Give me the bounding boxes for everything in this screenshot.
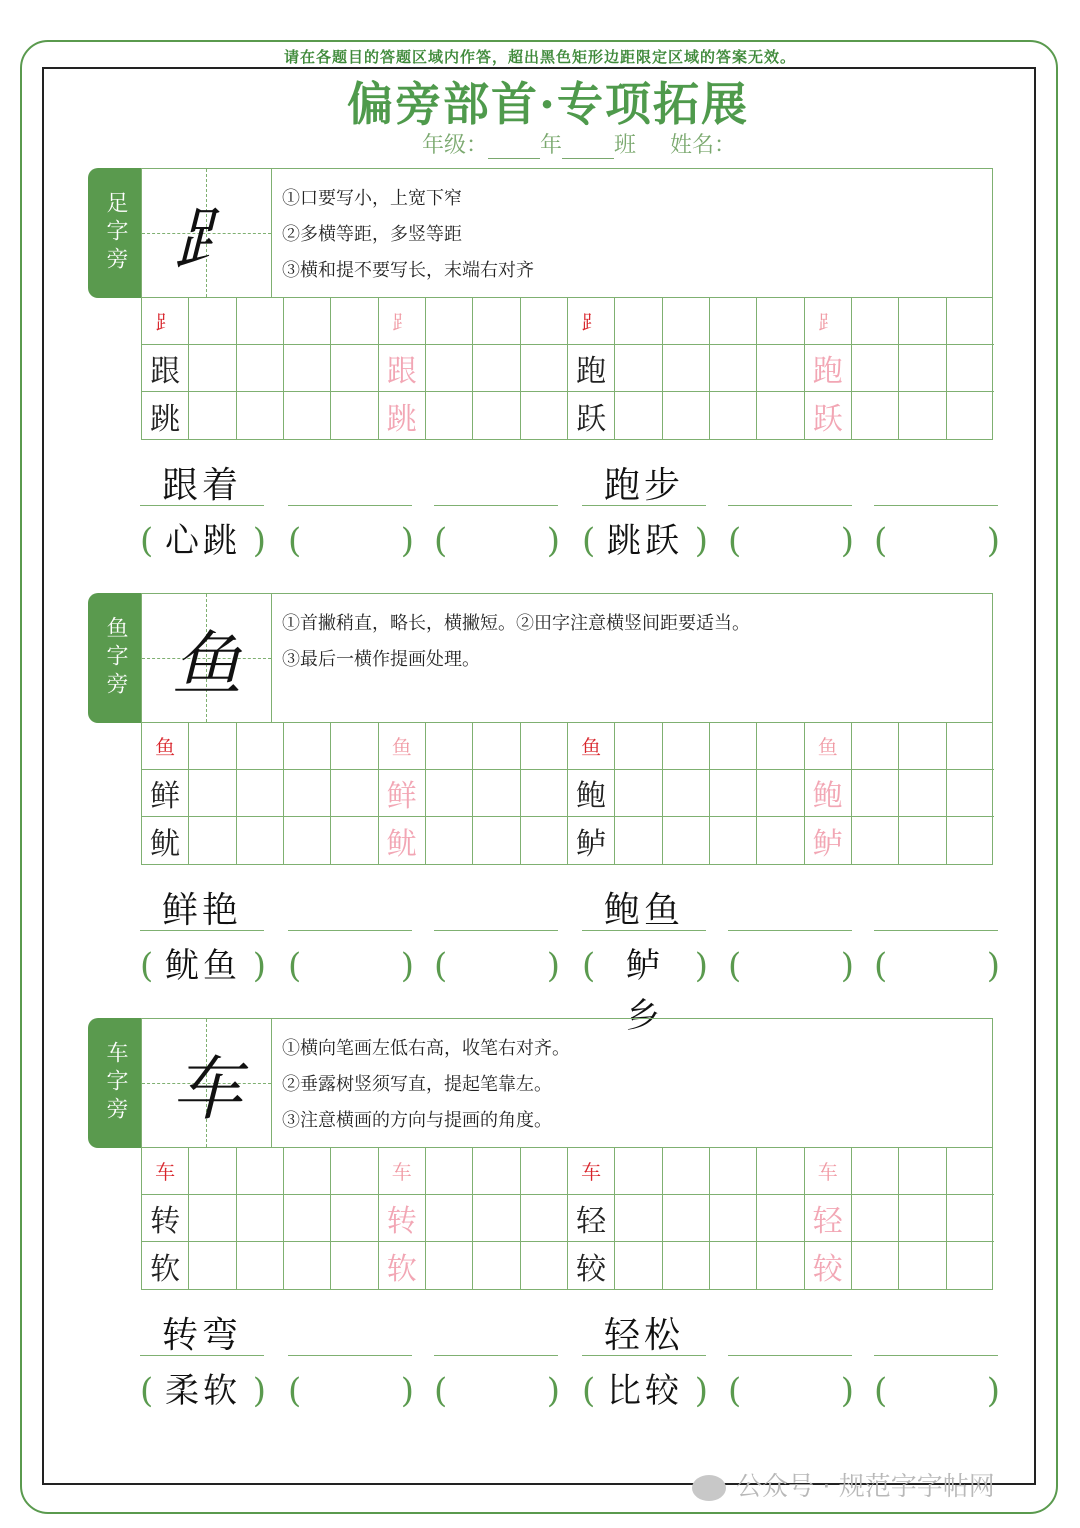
paren-row	[140, 941, 1000, 1036]
paren-text: 跳跃	[607, 521, 683, 561]
word-example[interactable]: 转弯	[140, 1316, 264, 1356]
writing-tips	[282, 181, 982, 289]
right-paren: )	[986, 1371, 1000, 1411]
practice-cell[interactable]	[331, 298, 378, 345]
practice-cell[interactable]	[473, 723, 520, 770]
paren-blank[interactable]	[288, 1366, 414, 1416]
practice-cell[interactable]	[521, 298, 568, 345]
paren-row	[140, 1366, 1000, 1416]
practice-cell[interactable]	[710, 345, 757, 392]
left-paren: (	[288, 1371, 302, 1411]
paren-text: 柔软	[165, 1371, 241, 1411]
tip-line: ③注意横画的方向与提画的角度。	[282, 1110, 552, 1131]
practice-cell[interactable]	[331, 817, 378, 864]
paren-blank[interactable]	[728, 1366, 854, 1416]
paren-blank[interactable]	[288, 516, 414, 566]
practice-cell[interactable]	[331, 770, 378, 817]
grade-blank[interactable]	[488, 137, 540, 159]
practice-cell[interactable]	[852, 723, 899, 770]
left-paren: (	[582, 1371, 596, 1411]
word-blank[interactable]	[728, 891, 852, 931]
right-paren: )	[840, 521, 854, 561]
right-paren: )	[986, 521, 1000, 561]
practice-cell[interactable]	[710, 1148, 757, 1195]
practice-cell[interactable]	[852, 392, 899, 439]
radical-sample[interactable]: 车	[805, 1148, 852, 1195]
demo-char: 车	[172, 1047, 242, 1130]
sample-char[interactable]: 较	[568, 1242, 615, 1289]
paren-blank[interactable]	[434, 516, 560, 566]
tip-line: ①首撇稍直，略长，横撇短。②田字注意横竖间距要适当。	[282, 613, 750, 634]
practice-cell[interactable]	[189, 723, 236, 770]
practice-cell[interactable]	[710, 770, 757, 817]
word-row	[140, 1306, 1000, 1356]
left-paren: (	[288, 521, 302, 561]
right-paren: )	[694, 946, 708, 986]
practice-cell[interactable]	[615, 1242, 662, 1289]
practice-cell[interactable]	[947, 1242, 994, 1289]
radical-tag: 鱼字旁	[88, 593, 142, 723]
year-suffix: 年	[540, 133, 563, 158]
word-blank[interactable]	[874, 466, 998, 506]
name-label: 姓名：	[670, 133, 737, 158]
practice-cell[interactable]	[899, 298, 946, 345]
practice-cell[interactable]	[284, 817, 331, 864]
watermark	[692, 1466, 995, 1503]
practice-cell[interactable]	[189, 817, 236, 864]
paren-blank[interactable]	[728, 516, 854, 566]
practice-cell[interactable]	[899, 392, 946, 439]
practice-grid	[141, 1148, 993, 1290]
practice-cell[interactable]	[947, 392, 994, 439]
word-blank[interactable]	[288, 891, 412, 931]
left-paren: (	[874, 521, 888, 561]
practice-cell[interactable]	[521, 345, 568, 392]
notice-text: 请在各题目的答题区域内作答，超出黑色矩形边距限定区域的答案无效。	[283, 48, 796, 66]
right-paren: )	[252, 946, 266, 986]
demo-grid	[142, 1019, 272, 1147]
practice-cell[interactable]	[615, 392, 662, 439]
radical-sample[interactable]: 鱼	[805, 723, 852, 770]
demo-box	[141, 593, 993, 723]
practice-cell[interactable]	[757, 298, 804, 345]
practice-cell[interactable]	[899, 1195, 946, 1242]
practice-cell[interactable]	[663, 770, 710, 817]
practice-cell[interactable]	[899, 817, 946, 864]
paren-text: 比较	[607, 1371, 683, 1411]
practice-cell[interactable]	[710, 817, 757, 864]
writing-tips	[282, 606, 982, 678]
practice-cell[interactable]	[189, 1195, 236, 1242]
right-paren: )	[400, 946, 414, 986]
left-paren: (	[874, 946, 888, 986]
practice-cell[interactable]	[757, 345, 804, 392]
practice-cell[interactable]	[473, 345, 520, 392]
practice-cell[interactable]	[284, 770, 331, 817]
practice-cell[interactable]	[331, 392, 378, 439]
radical-sample[interactable]: ⻊	[142, 298, 189, 345]
paren-word-example[interactable]	[140, 941, 266, 991]
word-example[interactable]: 鲍鱼	[582, 891, 706, 931]
radical-sample[interactable]: 鱼	[379, 723, 426, 770]
trace-char[interactable]: 鱿	[379, 817, 426, 864]
practice-cell[interactable]	[947, 723, 994, 770]
trace-char[interactable]: 跟	[379, 345, 426, 392]
paren-row	[140, 516, 1000, 566]
trace-char[interactable]: 鲈	[805, 817, 852, 864]
word-example[interactable]: 跟着	[140, 466, 264, 506]
practice-cell[interactable]	[615, 1148, 662, 1195]
practice-cell[interactable]	[237, 1242, 284, 1289]
demo-grid	[142, 169, 272, 297]
practice-cell[interactable]	[331, 1195, 378, 1242]
paren-blank[interactable]	[728, 941, 854, 991]
practice-cell[interactable]	[331, 345, 378, 392]
practice-cell[interactable]	[473, 1242, 520, 1289]
practice-cell[interactable]	[947, 1148, 994, 1195]
paren-blank[interactable]	[434, 941, 560, 991]
paren-text: 鲈 乡	[626, 946, 664, 1036]
practice-cell[interactable]	[710, 392, 757, 439]
grade-label: 年级：	[422, 133, 489, 158]
section-1	[88, 168, 993, 440]
left-paren: (	[288, 946, 302, 986]
practice-cell[interactable]	[757, 723, 804, 770]
trace-char[interactable]: 软	[379, 1242, 426, 1289]
practice-grid	[141, 723, 993, 865]
practice-cell[interactable]	[663, 817, 710, 864]
paren-blank[interactable]	[288, 941, 414, 991]
practice-cell[interactable]	[521, 392, 568, 439]
practice-cell[interactable]	[521, 817, 568, 864]
practice-cell[interactable]	[615, 723, 662, 770]
practice-cell[interactable]	[757, 1242, 804, 1289]
practice-cell[interactable]	[710, 723, 757, 770]
practice-cell[interactable]	[189, 1148, 236, 1195]
practice-cell[interactable]	[663, 298, 710, 345]
left-paren: (	[582, 521, 596, 561]
demo-box	[141, 1018, 993, 1148]
sample-char[interactable]: 鲜	[142, 770, 189, 817]
paren-blank[interactable]	[874, 516, 1000, 566]
tip-line: ①口要写小，上宽下窄	[282, 188, 462, 209]
practice-cell[interactable]	[426, 817, 473, 864]
radical-sample[interactable]: ⻊	[568, 298, 615, 345]
practice-cell[interactable]	[331, 723, 378, 770]
word-blank[interactable]	[728, 1316, 852, 1356]
wechat-logo-icon	[692, 1475, 726, 1501]
practice-cell[interactable]	[663, 1242, 710, 1289]
practice-cell[interactable]	[426, 723, 473, 770]
trace-char[interactable]: 轻	[805, 1195, 852, 1242]
practice-cell[interactable]	[852, 817, 899, 864]
practice-cell[interactable]	[757, 1148, 804, 1195]
practice-cell[interactable]	[852, 1195, 899, 1242]
class-blank[interactable]	[562, 137, 614, 159]
demo-char: ⻊	[172, 197, 242, 280]
tip-line: ②多横等距，多竖等距	[282, 224, 462, 245]
practice-cell[interactable]	[331, 1148, 378, 1195]
practice-cell[interactable]	[663, 1148, 710, 1195]
paren-word-example[interactable]	[582, 516, 708, 566]
word-row	[140, 881, 1000, 931]
practice-cell[interactable]	[899, 345, 946, 392]
word-blank[interactable]	[874, 1316, 998, 1356]
left-paren: (	[728, 1371, 742, 1411]
practice-cell[interactable]	[473, 1148, 520, 1195]
writing-tips	[282, 1031, 982, 1139]
practice-cell[interactable]	[237, 345, 284, 392]
left-paren: (	[140, 946, 154, 986]
left-paren: (	[434, 521, 448, 561]
practice-cell[interactable]	[473, 1195, 520, 1242]
grade-line	[422, 128, 736, 159]
practice-cell[interactable]	[852, 298, 899, 345]
demo-box	[141, 168, 993, 298]
paren-blank[interactable]	[874, 941, 1000, 991]
trace-char[interactable]: 鲜	[379, 770, 426, 817]
paren-blank[interactable]	[434, 1366, 560, 1416]
trace-char[interactable]: 跃	[805, 392, 852, 439]
practice-cell[interactable]	[237, 1148, 284, 1195]
practice-cell[interactable]	[426, 1195, 473, 1242]
practice-cell[interactable]	[757, 817, 804, 864]
practice-cell[interactable]	[947, 298, 994, 345]
tip-line: ③横和提不要写长，末端右对齐	[282, 260, 534, 281]
paren-text: 鱿鱼	[165, 946, 241, 986]
practice-cell[interactable]	[473, 817, 520, 864]
practice-cell[interactable]	[426, 1242, 473, 1289]
practice-cell[interactable]	[663, 723, 710, 770]
paren-word-example[interactable]	[140, 516, 266, 566]
right-paren: )	[840, 946, 854, 986]
practice-cell[interactable]	[852, 1148, 899, 1195]
trace-char[interactable]: 转	[379, 1195, 426, 1242]
practice-cell[interactable]	[473, 770, 520, 817]
practice-cell[interactable]	[426, 392, 473, 439]
paren-word-example[interactable]	[140, 1366, 266, 1416]
radical-tag: 足字旁	[88, 168, 142, 298]
practice-cell[interactable]	[899, 770, 946, 817]
practice-cell[interactable]	[757, 392, 804, 439]
practice-cell[interactable]	[284, 1148, 331, 1195]
trace-char[interactable]: 鲍	[805, 770, 852, 817]
practice-cell[interactable]	[521, 1242, 568, 1289]
sample-char[interactable]: 软	[142, 1242, 189, 1289]
practice-cell[interactable]	[947, 1195, 994, 1242]
practice-grid	[141, 298, 993, 440]
sample-char[interactable]: 跃	[568, 392, 615, 439]
practice-cell[interactable]	[852, 770, 899, 817]
radical-sample[interactable]: 车	[142, 1148, 189, 1195]
practice-cell[interactable]	[663, 1195, 710, 1242]
paren-word-example[interactable]	[582, 1366, 708, 1416]
trace-char[interactable]: 较	[805, 1242, 852, 1289]
practice-cell[interactable]	[521, 1148, 568, 1195]
practice-cell[interactable]	[899, 1242, 946, 1289]
practice-cell[interactable]	[852, 345, 899, 392]
practice-cell[interactable]	[899, 723, 946, 770]
left-paren: (	[434, 946, 448, 986]
practice-cell[interactable]	[710, 1195, 757, 1242]
right-paren: )	[840, 1371, 854, 1411]
practice-cell[interactable]	[947, 770, 994, 817]
practice-cell[interactable]	[473, 392, 520, 439]
word-example[interactable]: 轻松	[582, 1316, 706, 1356]
sample-char[interactable]: 鲍	[568, 770, 615, 817]
practice-cell[interactable]	[663, 392, 710, 439]
sample-char[interactable]: 跟	[142, 345, 189, 392]
word-row	[140, 456, 1000, 506]
word-example[interactable]: 鲜艳	[140, 891, 264, 931]
practice-cell[interactable]	[189, 1242, 236, 1289]
word-blank[interactable]	[728, 466, 852, 506]
practice-cell[interactable]	[663, 345, 710, 392]
left-paren: (	[582, 946, 596, 986]
practice-cell[interactable]	[521, 1195, 568, 1242]
right-paren: )	[546, 1371, 560, 1411]
left-paren: (	[728, 521, 742, 561]
word-blank[interactable]	[434, 466, 558, 506]
practice-cell[interactable]	[899, 1148, 946, 1195]
practice-cell[interactable]	[426, 770, 473, 817]
practice-cell[interactable]	[237, 723, 284, 770]
practice-cell[interactable]	[710, 298, 757, 345]
paren-blank[interactable]	[874, 1366, 1000, 1416]
left-paren: (	[728, 946, 742, 986]
paren-word-example[interactable]	[582, 941, 708, 1036]
practice-cell[interactable]	[426, 298, 473, 345]
word-blank[interactable]	[434, 891, 558, 931]
sample-char[interactable]: 轻	[568, 1195, 615, 1242]
practice-cell[interactable]	[521, 770, 568, 817]
practice-cell[interactable]	[615, 817, 662, 864]
practice-cell[interactable]	[237, 1195, 284, 1242]
paren-text: 心跳	[165, 521, 241, 561]
sample-char[interactable]: 转	[142, 1195, 189, 1242]
tip-line: ③最后一横作提画处理。	[282, 649, 480, 670]
practice-cell[interactable]	[189, 345, 236, 392]
left-paren: (	[874, 1371, 888, 1411]
practice-cell[interactable]	[237, 392, 284, 439]
page-title: 偏旁部首·专项拓展	[346, 77, 749, 131]
practice-cell[interactable]	[757, 770, 804, 817]
demo-grid	[142, 594, 272, 722]
practice-cell[interactable]	[757, 1195, 804, 1242]
practice-cell[interactable]	[710, 1242, 757, 1289]
demo-char: 鱼	[172, 622, 242, 705]
trace-char[interactable]: 跑	[805, 345, 852, 392]
practice-cell[interactable]	[947, 817, 994, 864]
tip-line: ②垂露树竖须写直，提起笔靠左。	[282, 1074, 552, 1095]
section-2	[88, 593, 993, 865]
right-paren: )	[546, 521, 560, 561]
practice-cell[interactable]	[284, 1195, 331, 1242]
radical-sample[interactable]: 车	[568, 1148, 615, 1195]
right-paren: )	[546, 946, 560, 986]
practice-cell[interactable]	[473, 298, 520, 345]
practice-cell[interactable]	[237, 770, 284, 817]
class-suffix: 班	[614, 133, 637, 158]
practice-cell[interactable]	[189, 770, 236, 817]
radical-sample[interactable]: 鱼	[142, 723, 189, 770]
left-paren: (	[140, 521, 154, 561]
practice-cell[interactable]	[426, 345, 473, 392]
sample-char[interactable]: 跑	[568, 345, 615, 392]
practice-cell[interactable]	[237, 298, 284, 345]
practice-cell[interactable]	[284, 392, 331, 439]
sample-char[interactable]: 跳	[142, 392, 189, 439]
practice-cell[interactable]	[615, 298, 662, 345]
right-paren: )	[694, 521, 708, 561]
practice-cell[interactable]	[284, 298, 331, 345]
radical-sample[interactable]: ⻊	[805, 298, 852, 345]
right-paren: )	[252, 1371, 266, 1411]
word-example[interactable]: 跑步	[582, 466, 706, 506]
right-paren: )	[694, 1371, 708, 1411]
sample-char[interactable]: 鱿	[142, 817, 189, 864]
sample-char[interactable]: 鲈	[568, 817, 615, 864]
word-blank[interactable]	[874, 891, 998, 931]
practice-cell[interactable]	[189, 392, 236, 439]
practice-cell[interactable]	[947, 345, 994, 392]
word-blank[interactable]	[288, 1316, 412, 1356]
practice-cell[interactable]	[331, 1242, 378, 1289]
left-paren: (	[434, 1371, 448, 1411]
practice-cell[interactable]	[615, 1195, 662, 1242]
radical-tag: 车字旁	[88, 1018, 142, 1148]
section-3	[88, 1018, 993, 1290]
practice-cell[interactable]	[284, 345, 331, 392]
practice-cell[interactable]	[615, 345, 662, 392]
practice-cell[interactable]	[426, 1148, 473, 1195]
trace-char[interactable]: 跳	[379, 392, 426, 439]
radical-sample[interactable]: 鱼	[568, 723, 615, 770]
tip-line: ①横向笔画左低右高，收笔右对齐。	[282, 1038, 570, 1059]
radical-sample[interactable]: 车	[379, 1148, 426, 1195]
practice-cell[interactable]	[521, 723, 568, 770]
practice-cell[interactable]	[852, 1242, 899, 1289]
left-paren: (	[140, 1371, 154, 1411]
practice-cell[interactable]	[284, 723, 331, 770]
word-blank[interactable]	[434, 1316, 558, 1356]
practice-cell[interactable]	[189, 298, 236, 345]
right-paren: )	[400, 521, 414, 561]
word-blank[interactable]	[288, 466, 412, 506]
practice-cell[interactable]	[284, 1242, 331, 1289]
radical-sample[interactable]: ⻊	[379, 298, 426, 345]
right-paren: )	[252, 521, 266, 561]
right-paren: )	[400, 1371, 414, 1411]
practice-cell[interactable]	[615, 770, 662, 817]
practice-cell[interactable]	[237, 817, 284, 864]
right-paren: )	[986, 946, 1000, 986]
watermark-text: 公众号 · 规范字字帖网	[736, 1472, 995, 1502]
